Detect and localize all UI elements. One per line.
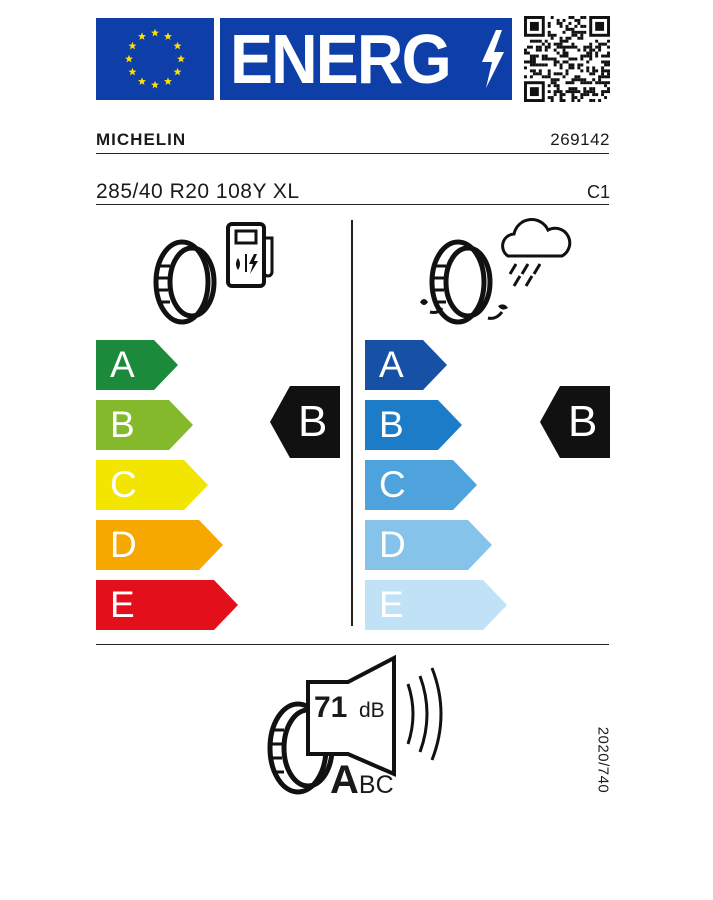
wet-rating-label: B [568, 397, 598, 446]
eu-star-icon [128, 42, 136, 50]
wet-class-b [365, 400, 462, 450]
fuel-class-label: A [110, 344, 135, 385]
eu-star-icon [151, 29, 159, 37]
column-divider [351, 220, 353, 626]
energy-banner [220, 18, 512, 100]
fuel-class-label: D [110, 524, 137, 565]
eu-star-icon [174, 42, 182, 50]
eu-star-icon [177, 55, 185, 63]
wet-class-label: E [379, 584, 404, 625]
wet-class-label: D [379, 524, 406, 565]
noise-divider [96, 644, 609, 645]
fuel-class-b [96, 400, 193, 450]
noise-class-a: A [330, 758, 359, 802]
eu-star-icon [138, 77, 146, 85]
supplier-name: MICHELIN [96, 130, 187, 149]
noise-unit: dB [359, 699, 385, 722]
fuel-class-d [96, 520, 223, 570]
tyre-class: C1 [586, 182, 610, 202]
eu-star-icon [138, 32, 146, 40]
qr-code-icon [524, 16, 610, 102]
eu-star-icon [164, 77, 172, 85]
wet-class-label: C [379, 464, 406, 505]
eu-star-icon [128, 68, 136, 76]
noise-class-scale [330, 760, 394, 809]
energy-title: ENERG [230, 20, 450, 98]
size-divider [96, 204, 609, 205]
eu-star-icon [151, 81, 159, 89]
eu-star-icon [125, 55, 133, 63]
fuel-efficiency-rating [270, 386, 340, 463]
rain-cloud-tyre-icon [412, 216, 572, 328]
fuel-pump-tyre-icon [150, 216, 280, 328]
eu-flag-icon [96, 18, 214, 100]
lightning-bolt-icon [480, 30, 506, 88]
wet-class-e [365, 580, 507, 630]
fuel-class-a [96, 340, 178, 390]
eu-star-icon [174, 68, 182, 76]
fuel-class-c [96, 460, 208, 510]
fuel-class-label: C [110, 464, 137, 505]
fuel-rating-label: B [298, 397, 328, 446]
wet-class-label: B [379, 404, 404, 445]
article-id: 269142 [550, 130, 610, 149]
regulation-number: 2020/740 [594, 726, 612, 794]
fuel-class-e [96, 580, 238, 630]
noise-value: 71 [314, 691, 348, 724]
eu-star-icon [164, 32, 172, 40]
wet-class-c [365, 460, 477, 510]
tyre-size: 285/40 R20 108Y XL [96, 180, 300, 203]
header-divider [96, 153, 609, 154]
wet-class-d [365, 520, 492, 570]
noise-class-b: B [358, 771, 376, 799]
fuel-class-label: E [110, 584, 135, 625]
noise-class-c: C [375, 771, 394, 799]
fuel-class-label: B [110, 404, 135, 445]
wet-class-label: A [379, 344, 404, 385]
wet-class-a [365, 340, 447, 390]
wet-grip-rating [540, 386, 610, 463]
